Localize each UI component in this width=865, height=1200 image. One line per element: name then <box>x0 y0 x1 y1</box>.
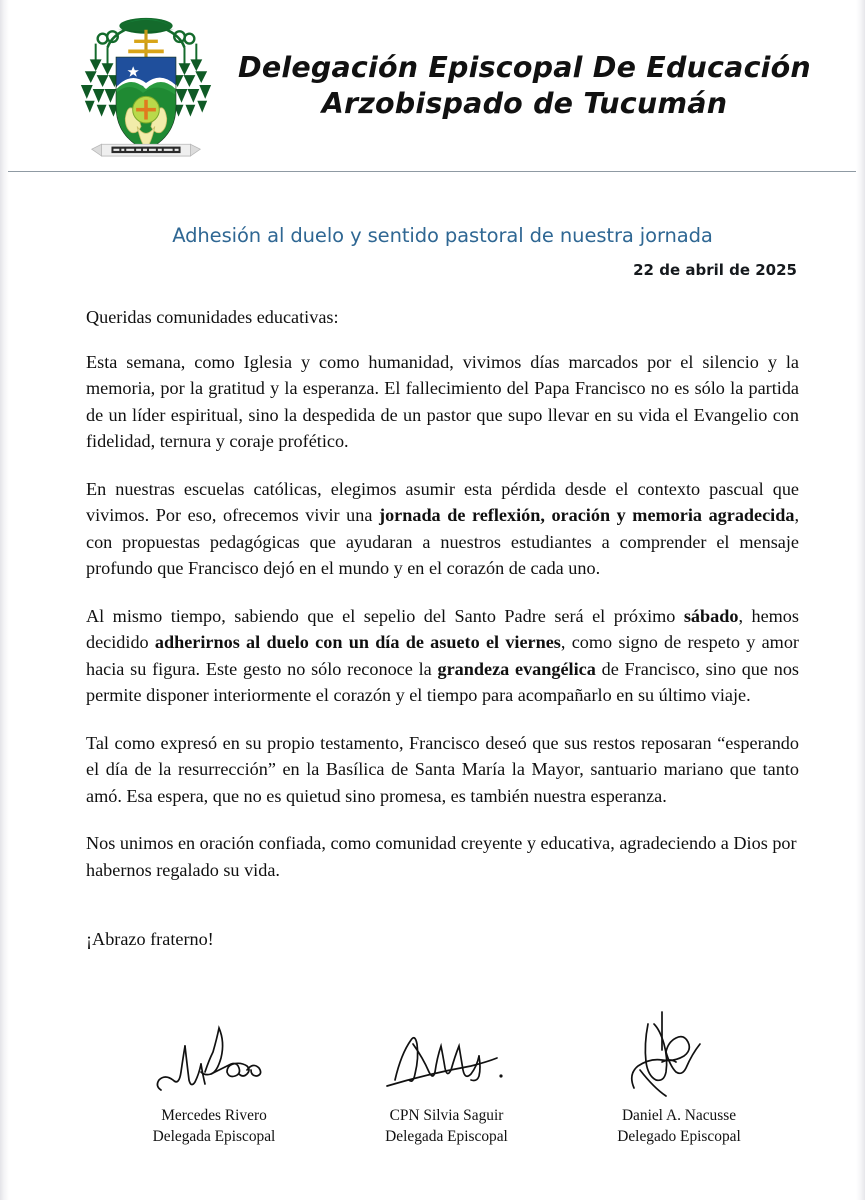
paragraph-p3: Al mismo tiempo, sabiendo que el sepelio del Santo Padre será el próximo sábado, hemos decidido adherirnos al duelo con un día de asueto el viernes, como signo de respeto y amor hacia su figura. Este gesto no sólo reconoce la grandeza evangélica de Francisco, sino que nos permite disponer interiormente el corazón y el tiempo para acompañarlo en su último viaje. <box>86 605 799 706</box>
signatory-role: Delegada Episcopal <box>152 1127 276 1145</box>
signatory-name: Daniel A. Nacusse <box>621 1107 737 1125</box>
signatory-role: Delegado Episcopal <box>617 1127 741 1145</box>
salutation: Queridas comunidades educativas: <box>86 307 339 327</box>
handwritten-signature-icon <box>331 1022 563 1104</box>
emphasis-text: jornada de reflexión, oración y memoria agradecida <box>379 505 795 526</box>
paragraph-p4: Tal como expresó en su propio testamento, Francisco deseó que sus restos reposaran “esperando el día de la resurrección” en la Basílica de Santa María la Mayor, santuario mariano que tanto amó. Esa espera, que no es quietud sino promesa, es también nuestra esperanza. <box>86 732 799 806</box>
letterhead-header <box>0 0 865 172</box>
signatory-name: Mercedes Rivero <box>161 1107 267 1125</box>
signature-block-3 <box>563 1006 795 1147</box>
letterhead-title-line-1: Delegación Episcopal De Educación <box>238 50 811 84</box>
signature-block-1 <box>98 1018 330 1147</box>
paragraph-list <box>86 349 799 883</box>
emphasis-text: sábado <box>683 605 739 626</box>
document-body <box>0 224 865 1148</box>
emphasis-text: adherirnos al duelo con un día de asueto el viernes <box>154 632 561 653</box>
signatory-role: Delegada Episcopal <box>385 1127 508 1145</box>
header-divider <box>8 171 857 172</box>
coat-of-arms-icon <box>72 10 220 162</box>
paragraph-p2: En nuestras escuelas católicas, elegimos asumir esta pérdida desde el contexto pascual que vivimos. Por eso, ofrecemos vivir una jornada de reflexión, oración y memoria agradecida, con propuestas pedagógicas que ayudaran a nuestros estudiantes a comprender el mensaje profundo que Francisco dejó en el mundo y en el corazón de cada uno. <box>86 478 799 579</box>
handwritten-signature-icon <box>563 1006 795 1104</box>
closing-line: ¡Abrazo fraterno! <box>86 929 214 950</box>
letterhead-title-line-2: Arzobispado de Tucumán <box>321 87 728 120</box>
document-date: 22 de abril de 2025 <box>633 261 797 279</box>
handwritten-signature-icon <box>98 1018 330 1104</box>
paragraph-p5: Nos unimos en oración confiada, como comunidad creyente y educativa, agradeciendo a Dios por habernos regalado su vida. <box>86 833 797 880</box>
letterhead-title <box>238 50 841 123</box>
signature-row <box>86 1006 799 1147</box>
paragraph-p1: Esta semana, como Iglesia y como humanidad, vivimos días marcados por el silencio y la memoria, por la gratitud y la esperanza. El fallecimiento del Papa Francisco no es sólo la partida de un líder espiritual, sino la despedida de un pastor que supo llevar en su vida el Evangelio con fidelidad, ternura y coraje profético. <box>86 352 799 452</box>
signatory-name: CPN Silvia Saguir <box>389 1107 504 1125</box>
signature-block-2 <box>331 1022 563 1147</box>
document-subtitle: Adhesión al duelo y sentido pastoral de nuestra jornada <box>172 224 713 247</box>
emphasis-text: grandeza evangélica <box>437 658 596 679</box>
